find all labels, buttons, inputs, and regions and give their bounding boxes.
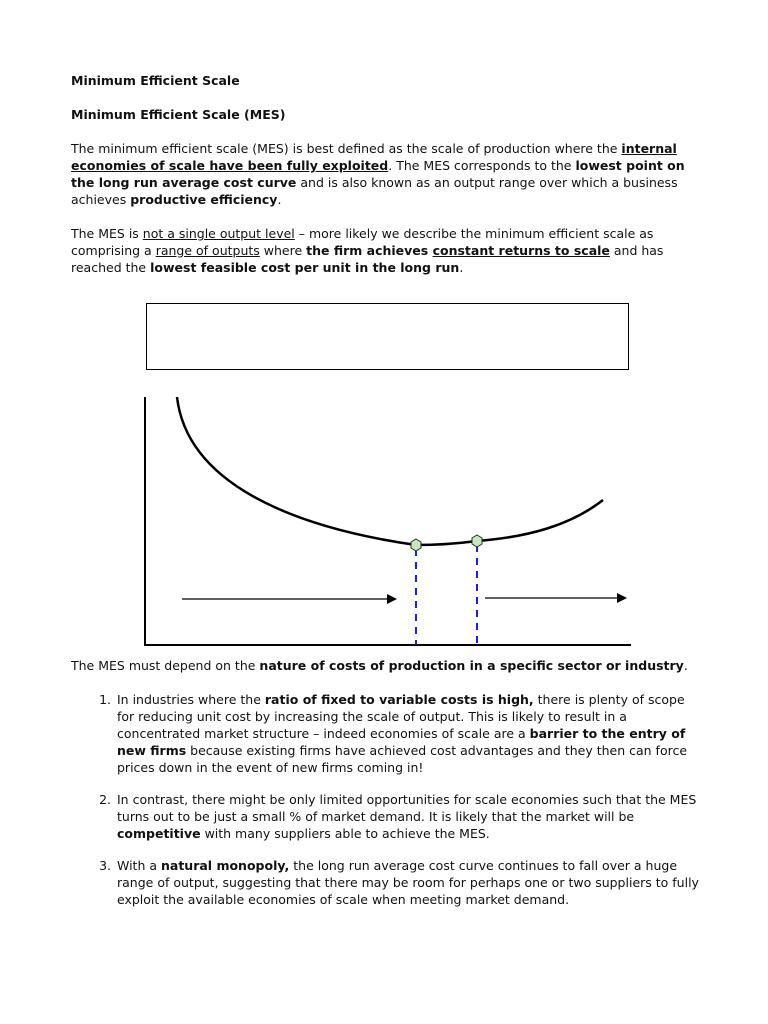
underline-span: range of outputs: [155, 243, 260, 258]
mes-point-left-marker: [411, 539, 421, 551]
mes-point-right-marker: [472, 535, 482, 547]
text-span: the long run average cost curve continues to fall over a huge range of output, suggesting that there may be room for perhaps one or two suppliers to fully exploit the available economies of scale when meeting market demand.: [117, 858, 699, 907]
paragraph-definition: [71, 140, 701, 208]
bold-span: competitive: [117, 826, 201, 841]
text-span: In contrast, there might be only limited opportunities for scale economies such that the MES turns out to be just a small % of market demand. It is likely that the market will be: [117, 792, 697, 824]
arrow-right-head: [617, 593, 627, 603]
text-span: With a: [117, 858, 161, 873]
lrac-curve-figure: [71, 293, 701, 653]
text-span: . The MES corresponds to the: [388, 158, 576, 173]
text-span: and is also known as an output range over which a business achieves: [71, 175, 678, 207]
bold-span: lowest point on the long run average cost curve: [71, 158, 685, 190]
text-span: with many suppliers able to achieve the MES.: [200, 826, 490, 841]
text-span: and has reached the: [71, 243, 664, 275]
bold-underline-span: internal economies of scale have been fully exploited: [71, 141, 677, 173]
text-span: there is plenty of scope for reducing unit cost by increasing the scale of output. This is likely to result in a concentrated market structure – indeed economies of scale are a: [117, 692, 685, 741]
mes-diagram: [71, 293, 701, 653]
text-span: – more likely we describe the minimum efficient scale as comprising a: [71, 226, 654, 258]
bold-span: nature of costs of production in a specific sector or industry: [259, 658, 684, 673]
bold-underline-span: constant returns to scale: [432, 243, 610, 258]
bold-span: lowest feasible cost per unit in the long run: [150, 260, 460, 275]
text-span: .: [683, 658, 688, 673]
document-title: Minimum Efficient Scale: [71, 73, 240, 88]
bold-span: productive efficiency: [130, 192, 278, 207]
text-span: In industries where the: [117, 692, 265, 707]
paragraph-range: [71, 225, 701, 276]
text-span: .: [459, 260, 464, 275]
bold-span: barrier to the entry of new firms: [117, 726, 686, 758]
arrow-left-head: [387, 594, 397, 604]
text-span: The MES must depend on the: [71, 658, 260, 673]
text-span: The MES is: [71, 226, 143, 241]
bold-span: natural monopoly,: [161, 858, 290, 873]
bold-span: the firm achieves: [306, 243, 433, 258]
text-span: because existing firms have achieved cost advantages and they then can force prices down in the event of new firms coming in!: [117, 743, 688, 775]
list-item: [115, 857, 701, 908]
list-item: [115, 691, 701, 776]
text-span: The minimum efficient scale (MES) is best defined as the scale of production where the: [71, 141, 622, 156]
text-span: .: [277, 192, 282, 207]
list-item: [115, 791, 701, 842]
underline-span: not a single output level: [142, 226, 295, 241]
bold-span: ratio of fixed to variable costs is high,: [264, 692, 534, 707]
document-page: [71, 72, 701, 923]
paragraph-costs: [71, 657, 701, 674]
lrac-curve: [177, 397, 603, 545]
numbered-list: [71, 691, 701, 908]
text-span: where: [259, 243, 307, 258]
section-title: Minimum Efficient Scale (MES): [71, 107, 286, 122]
